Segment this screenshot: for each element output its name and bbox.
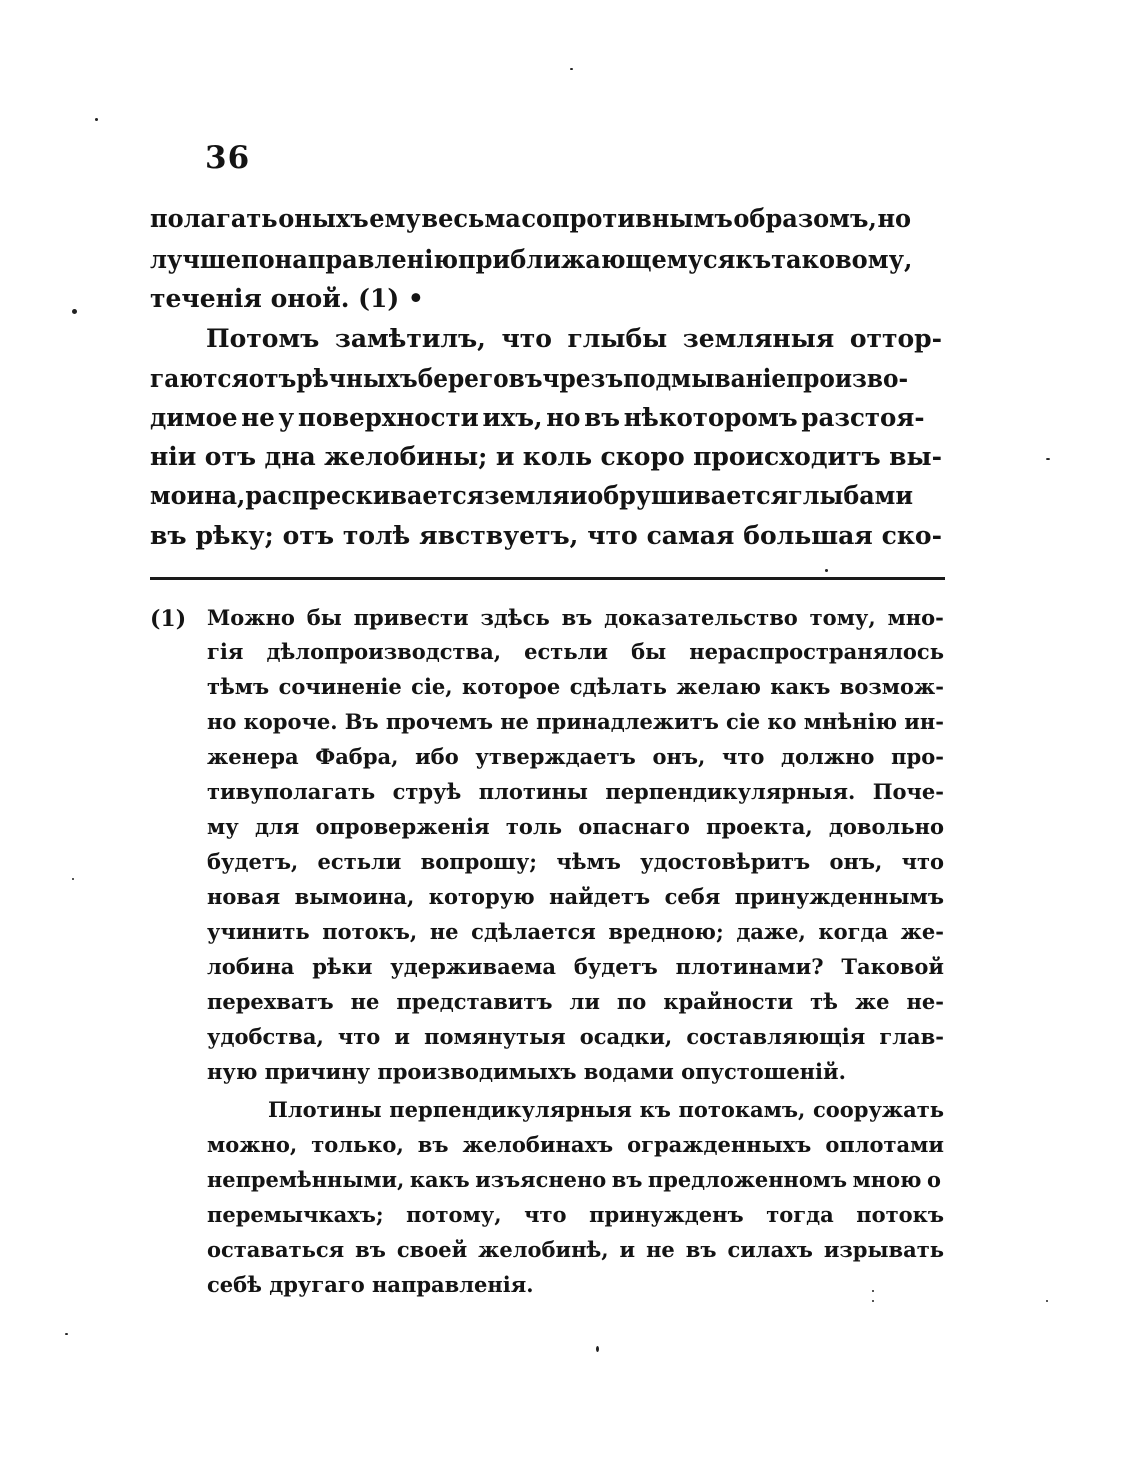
- scan-speck: [1046, 458, 1050, 460]
- scan-speck: [65, 1333, 68, 1335]
- page-number: 36: [205, 140, 251, 176]
- footnote-line: Плотины перпендикулярныя къ потокамъ, сооружать: [268, 1097, 944, 1122]
- footnote-line: тѣмъ сочиненіе сіе, которое сдѣлать желаю какъ возмож-: [207, 674, 944, 699]
- main-line: моина, распрескивается земля и обрушивается глыбами: [150, 481, 914, 510]
- footnote-line: можно, только, въ желобинахъ огражденныхъ оплотами: [207, 1132, 944, 1157]
- footnote-line: Можно бы привести здѣсь въ доказательство тому, мно-: [207, 605, 944, 630]
- scan-speck: [72, 309, 77, 314]
- main-line: Потомъ замѣтилъ, что глыбы земляныя оттор-: [206, 324, 942, 353]
- footnote-line: ную причину производимыхъ водами опустошеній.: [207, 1059, 846, 1084]
- footnote-line: оставаться въ своей желобинѣ, и не въ силахъ изрывать: [207, 1237, 944, 1262]
- footnote-line: новая вымоина, которую найдетъ себя принужденнымъ: [207, 884, 944, 909]
- scan-speck: [872, 1300, 874, 1302]
- main-line: полагать оныхъ ему весьма сопротивнымъ образомъ, но: [150, 204, 912, 233]
- footnote-line: себѣ другаго направленія.: [207, 1272, 534, 1297]
- scan-speck: [72, 878, 74, 880]
- scan-speck: [1046, 1300, 1048, 1302]
- footnote-separator-rule: [150, 577, 945, 580]
- footnote-line: перехватъ не представитъ ли по крайности тѣ же не-: [207, 989, 944, 1014]
- scan-speck: [825, 569, 828, 572]
- footnote-line: учинить потокъ, не сдѣлается вредною; даже, когда же-: [207, 919, 944, 944]
- footnote-line: будетъ, естьли вопрошу; чѣмъ удостовѣритъ онъ, что: [207, 849, 944, 874]
- scan-speck: [95, 118, 98, 121]
- footnote-line: гія дѣлопроизводства, естьли бы нераспространялось: [207, 639, 944, 664]
- main-line: гаются отъ рѣчныхъ береговъ чрезъ подмываніе произво-: [150, 364, 909, 393]
- scan-speck: [872, 1290, 874, 1292]
- scan-speck: [596, 1346, 599, 1352]
- footnote-line: женера Фабра, ибо утверждаетъ онъ, что должно про-: [207, 744, 944, 769]
- footnote-line: лобина рѣки удерживаема будетъ плотинами? Таковой: [207, 954, 944, 979]
- footnote-line: удобства, что и помянутыя осадки, составляющія глав-: [207, 1024, 944, 1049]
- main-line: теченія оной. (1) •: [150, 284, 424, 313]
- main-line: лучше по направленію приближающемуся къ таковому,: [150, 245, 913, 274]
- footnote-line: непремѣнными, какъ изъяснено въ предложенномъ мною о: [207, 1167, 942, 1192]
- footnote-line: му для опроверженія толь опаснаго проекта, довольно: [207, 814, 944, 839]
- footnote-marker: (1): [150, 606, 187, 632]
- scan-speck: [570, 68, 573, 70]
- main-line: димое не у поверхности ихъ, но въ нѣкоторомъ разстоя-: [150, 403, 925, 432]
- footnote-line: перемычкахъ; потому, что принужденъ тогда потокъ: [207, 1202, 944, 1227]
- main-line: ніи отъ дна желобины; и коль скоро происходитъ вы-: [150, 442, 942, 471]
- footnote-line: но короче. Въ прочемъ не принадлежитъ сіе ко мнѣнію ин-: [207, 709, 944, 734]
- footnote-line: тивуполагать струѣ плотины перпендикулярныя. Поче-: [207, 779, 944, 804]
- main-line: въ рѣку; отъ толѣ явствуетъ, что самая большая ско-: [150, 521, 942, 550]
